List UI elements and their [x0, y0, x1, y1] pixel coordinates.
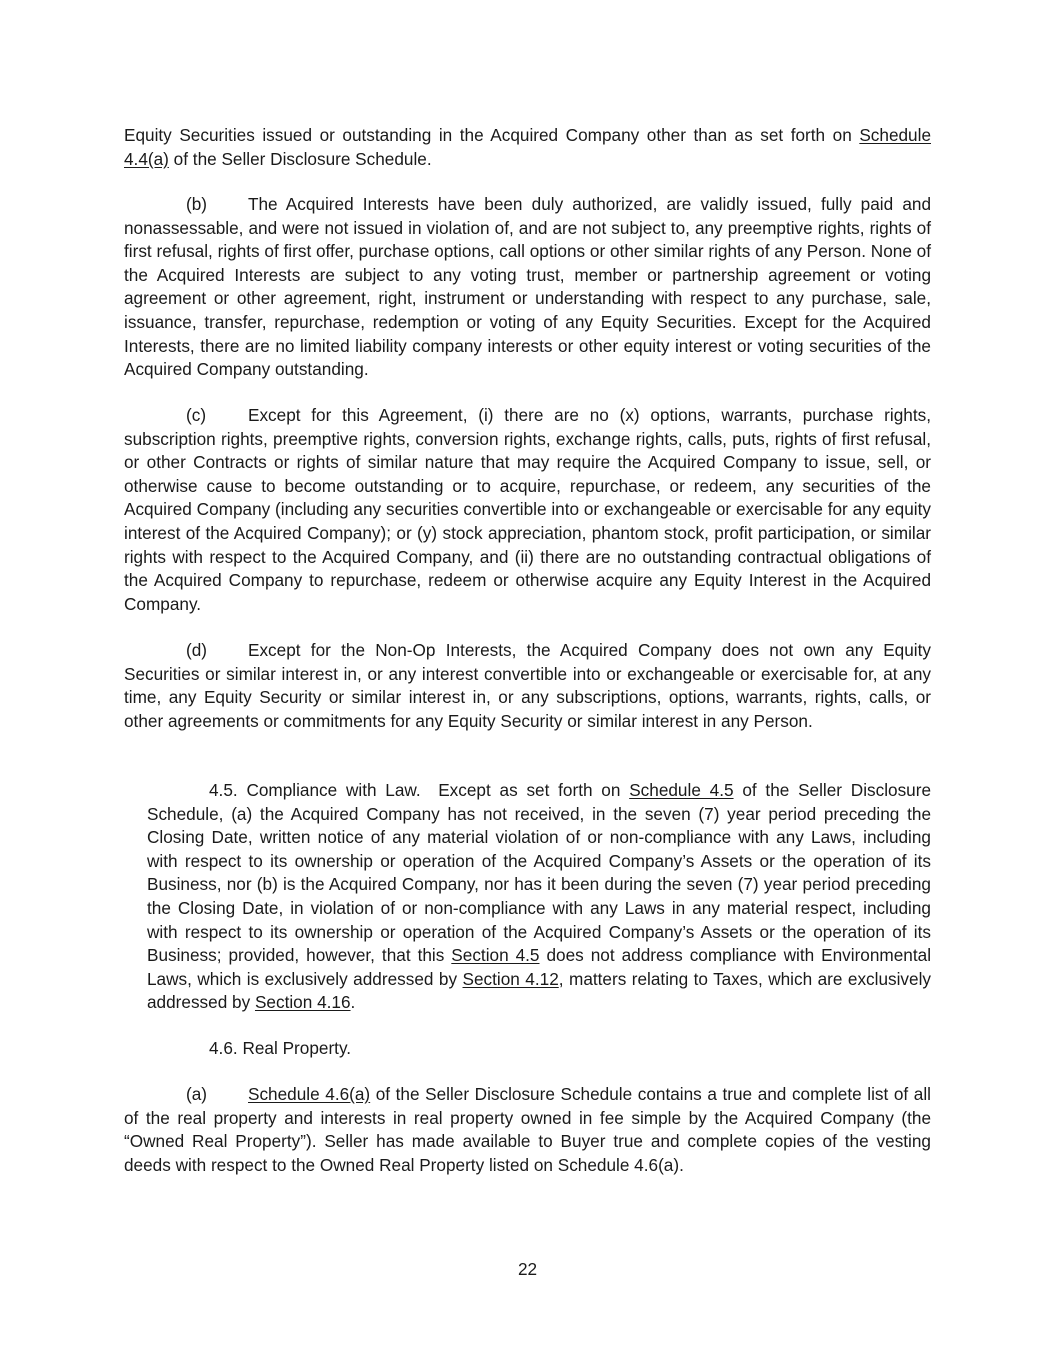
section-4-6-real-property [147, 1037, 931, 1061]
clause-label-d: (d) [186, 640, 208, 660]
paragraph-text: , matters relating to Taxes, which are exclusively addressed by [147, 968, 931, 1013]
clause-label-b: (b) [186, 194, 208, 214]
paragraph-d [124, 639, 931, 733]
paragraph-c [124, 404, 931, 616]
section-4-16-reference: Section 4.16 [254, 992, 351, 1013]
section-4-12-reference: Section 4.12 [462, 968, 559, 989]
paragraph-text: does not address compliance with Environmental Laws, which is exclusively addressed by [147, 945, 932, 989]
page-number: 22 [517, 1259, 538, 1279]
paragraph-equity-securities [124, 124, 931, 171]
section-title: Real Property. [242, 1038, 352, 1058]
paragraph-text: Except for this Agreement, (i) there are no (x) options, warrants, purchase rights, subscription rights, preemptive rights, conversion rights, exchange rights, calls, puts, rights of first refusal, or other Contracts or rights of similar nature that may require the Acquired Company to issue, sell, or otherwise cause to become outstanding or to acquire, repurchase, or redeem, any securities of the Acquired Company (including any securities convertible into or exchangeable or exercisable for any equity interest of the Acquired Company); or (y) stock appreciation, phantom stock, profit participation, or similar rights with respect to the Acquired Company, and (ii) there are no outstanding contractual obligations of the Acquired Company to repurchase, redeem or otherwise acquire any Equity Interest in the Acquired Company. [124, 405, 931, 614]
schedule-4-6a-reference: Schedule 4.6(a) [248, 1084, 371, 1104]
schedule-4-4a-reference: Schedule 4.4(a) [124, 125, 931, 169]
section-number: 4.5. [209, 780, 238, 800]
paragraph-text: Except as set forth on [438, 780, 630, 800]
clause-label-a: (a) [186, 1084, 208, 1104]
section-4-5-reference: Section 4.5 [451, 945, 540, 966]
paragraph-text: of the Seller Disclosure Schedule. [168, 148, 432, 169]
paragraph-b [124, 193, 931, 382]
clause-label-c: (c) [186, 405, 207, 425]
paragraph-text: Except for the Non-Op Interests, the Acquired Company does not own any Equity Securities or similar interest in, or any interest convertible into or exchangeable or exercisable for, at any time, any Equity Security or similar interest in, or any subscriptions, options, warrants, rights, calls, or other agreements or commitments for any Equity Security or similar interest in any Person. [124, 640, 931, 731]
paragraph-text: Equity Securities issued or outstanding in the Acquired Company other than as set forth on [124, 125, 860, 145]
paragraph-4-6-a [124, 1083, 931, 1177]
paragraph-text: . [350, 992, 356, 1013]
paragraph-text: The Acquired Interests have been duly authorized, are validly issued, fully paid and nonassessable, and were not issued in violation of, and are not subject to, any preemptive rights, rights of first refusal, rights of first offer, purchase options, call options or other similar rights of any Person. None of the Acquired Interests are subject to any voting trust, member or partnership agreement or voting agreement or other agreement, right, instrument or understanding with respect to any purchase, sale, issuance, transfer, repurchase, redemption or voting of any Equity Securities. Except for the Acquired Interests, there are no limited liability company interests or other equity interest or voting securities of the Acquired Company outstanding. [124, 194, 931, 380]
section-number: 4.6. [209, 1038, 238, 1058]
schedule-4-5-reference: Schedule 4.5 [629, 780, 734, 800]
section-title: Compliance with Law. [246, 780, 421, 800]
paragraph-text: of the Seller Disclosure Schedule, (a) the Acquired Company has not received, in the seven (7) year period preceding the Closing Date, written notice of any material violation of or non-compliance with any Laws, including with respect to its ownership or operation of the Acquired Company’s Assets or the operation of its Business, nor (b) is the Acquired Company, nor has it been during the seven (7) year period preceding the Closing Date, in violation of or non-compliance with any Laws in any material respect, including with respect to its ownership or operation of the Acquired Company’s Assets or the operation of its Business; provided, however, that this [147, 780, 932, 966]
paragraph-text: of the Seller Disclosure Schedule contains a true and complete list of all of the real property and interests in real property owned in fee simple by the Acquired Company (the “Owned Real Property”). Seller has made available to Buyer true and complete copies of the vesting deeds with respect to the Owned Real Property listed on Schedule 4.6(a). [124, 1084, 931, 1175]
section-4-5-compliance-with-law [147, 779, 931, 1015]
